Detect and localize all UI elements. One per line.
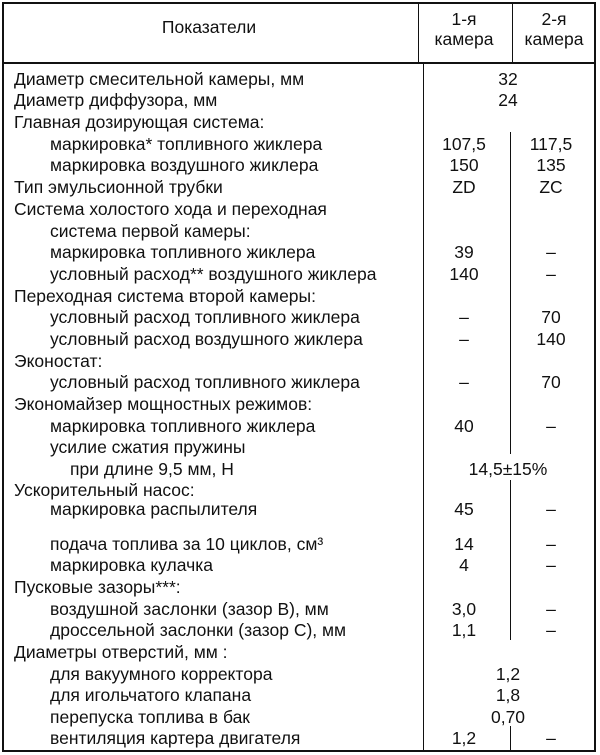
row-value-both: 1,2	[495, 664, 521, 684]
row-label: маркировка* топливного жиклера	[50, 134, 323, 154]
row-label: Диаметр диффузора, мм	[14, 90, 218, 110]
header-camera-1-line2: камера	[434, 29, 494, 49]
row-value-camera-1: 14	[454, 534, 474, 554]
row-label: Ускорительный насос:	[14, 480, 195, 500]
row-label: условный расход топливного жиклера	[50, 307, 360, 327]
row-value-camera-1: 140	[449, 264, 479, 284]
row-label: дроссельной заслонки (зазор С), мм	[50, 620, 347, 640]
row-label: усилие сжатия пружины	[50, 437, 246, 457]
row-value-camera-1: ZD	[452, 177, 476, 197]
row-value-camera-2: –	[546, 264, 556, 284]
row-value-both: 24	[498, 90, 518, 110]
row-value-camera-2: –	[546, 499, 556, 519]
row-label: перепуска топлива в бак	[50, 707, 250, 727]
row-value-camera-1: 40	[454, 416, 474, 436]
header-divider	[4, 62, 594, 64]
row-value-camera-2: –	[546, 555, 556, 575]
row-value-camera-1: 3,0	[451, 599, 477, 619]
row-label: подача топлива за 10 циклов, см³	[50, 534, 324, 554]
row-value-camera-1: 1,1	[451, 620, 477, 640]
row-label: маркировка воздушного жиклера	[50, 155, 319, 175]
row-label: Диаметры отверстий, мм :	[14, 642, 228, 662]
row-label: условный расход топливного жиклера	[50, 372, 360, 392]
row-value-camera-1: –	[459, 372, 469, 392]
row-value-both: 0,70	[490, 707, 526, 727]
row-value-camera-2: ZC	[539, 177, 563, 197]
row-label: Пусковые зазоры***:	[14, 577, 181, 597]
header-camera-2-line1: 2-я	[541, 9, 567, 29]
row-label: маркировка распылителя	[50, 499, 258, 519]
row-value-camera-1: 39	[454, 242, 474, 262]
row-label: условный расход воздушного жиклера	[50, 329, 363, 349]
row-value-camera-2: 140	[536, 329, 566, 349]
row-value-camera-1: 150	[449, 155, 479, 175]
row-label: вентиляция картера двигателя	[50, 728, 301, 748]
row-label: Главная дозирующая система:	[14, 112, 265, 132]
row-label: Диаметр смесительной камеры, мм	[14, 69, 305, 89]
row-value-camera-1: 4	[459, 555, 469, 575]
row-value-camera-1: 1,2	[451, 728, 477, 748]
row-value-camera-2: –	[546, 599, 556, 619]
row-label: для вакуумного корректора	[50, 664, 273, 684]
row-value-camera-1: –	[459, 307, 469, 327]
row-value-camera-1: –	[459, 329, 469, 349]
row-label: Тип эмульсионной трубки	[14, 177, 223, 197]
row-label: Система холостого хода и переходная	[14, 199, 327, 219]
row-value-camera-2: 70	[541, 372, 561, 392]
row-value-camera-2: –	[546, 620, 556, 640]
row-label: Эконостат:	[14, 351, 103, 371]
header-camera-1-line1: 1-я	[451, 9, 477, 29]
row-value-camera-2: –	[546, 416, 556, 436]
header-indicator: Показатели	[161, 17, 257, 37]
row-label: для игольчатого клапана	[50, 685, 252, 705]
row-value-camera-2: 135	[536, 155, 566, 175]
row-label: Экономайзер мощностных режимов:	[14, 394, 313, 414]
row-value-both: 32	[498, 69, 518, 89]
row-value-camera-2: –	[546, 728, 556, 748]
row-label: при длине 9,5 мм, Н	[70, 459, 234, 479]
row-label: маркировка кулачка	[50, 555, 213, 575]
header-camera-2-line2: камера	[524, 29, 584, 49]
row-value-camera-1: 107,5	[442, 134, 486, 154]
row-value-camera-2: 70	[541, 307, 561, 327]
row-value-both: 14,5±15%	[468, 459, 548, 479]
row-label: маркировка топливного жиклера	[50, 416, 316, 436]
row-value-camera-1: 45	[454, 499, 474, 519]
row-value-camera-2: –	[546, 242, 556, 262]
row-value-both: 1,8	[495, 685, 521, 705]
row-label: условный расход** воздушного жиклера	[50, 264, 377, 284]
row-label: Переходная система второй камеры:	[14, 286, 316, 306]
row-label: воздушной заслонки (зазор В), мм	[50, 599, 329, 619]
row-label: система первой камеры:	[50, 221, 251, 241]
row-value-camera-2: –	[546, 534, 556, 554]
row-label: маркировка топливного жиклера	[50, 242, 316, 262]
row-value-camera-2: 117,5	[529, 134, 573, 154]
